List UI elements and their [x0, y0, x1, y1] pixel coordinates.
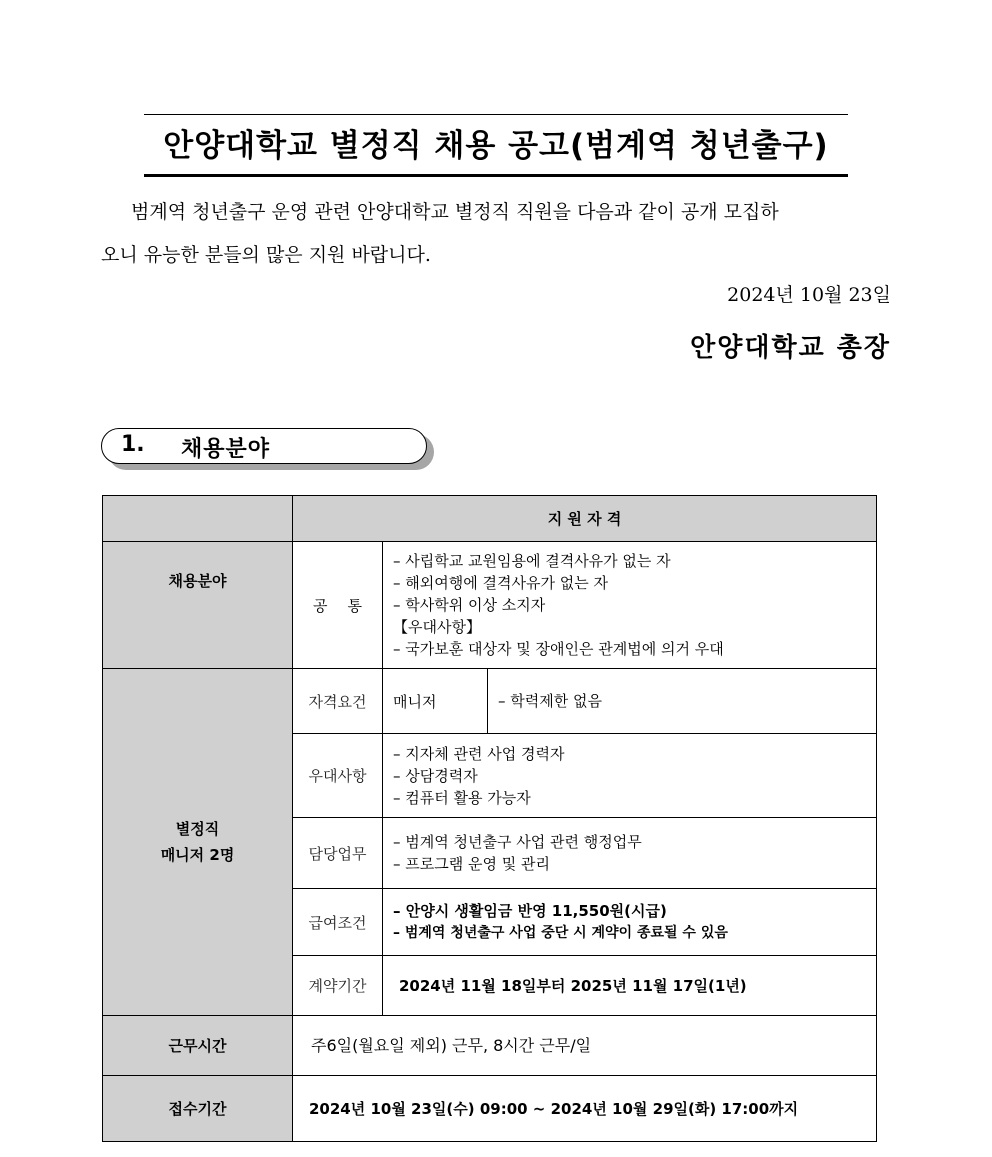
duty-list: [383, 818, 877, 889]
list-item: – 컴퓨터 활용 가능자: [393, 788, 531, 807]
list-item: – 학사학위 이상 소지자: [393, 596, 546, 614]
work-hours-value: 주6일(월요일 제외) 근무, 8시간 근무/일: [293, 1016, 877, 1076]
pay-label: 급여조건: [293, 889, 383, 956]
requirement-value: – 학력제한 없음: [488, 669, 877, 734]
list-item: – 해외여행에 결격사유가 없는 자: [393, 574, 608, 592]
common-label: [293, 542, 383, 669]
list-item: 【우대사항】: [393, 618, 481, 636]
list-item: – 범계역 청년출구 사업 중단 시 계약이 종료될 수 있음: [393, 925, 728, 941]
requirement-label: 자격요건: [293, 669, 383, 734]
list-item: – 범계역 청년출구 사업 관련 행정업무: [393, 833, 642, 851]
corner-cell: [103, 496, 293, 542]
pay-list: [383, 889, 877, 956]
common-label-a: 공: [313, 596, 328, 615]
preference-label: 우대사항: [293, 734, 383, 818]
position-count: 매니저 2명: [160, 846, 235, 864]
title-top-rule: [144, 114, 848, 115]
term-label: 계약기간: [293, 956, 383, 1016]
intro-line-1: [101, 191, 891, 234]
list-item: – 안양시 생활임금 반영 11,550원(시급): [393, 902, 667, 920]
preference-list: [383, 734, 877, 818]
section-title: 채용분야: [181, 437, 271, 462]
term-value: 2024년 11월 18일부터 2025년 11월 17일(1년): [383, 956, 877, 1016]
duty-label: 담당업무: [293, 818, 383, 889]
intro-line-1-text: 범계역 청년출구 운영 관련 안양대학교 별정직 직원을 다음과 같이 공개 모집하: [131, 201, 779, 223]
intro-paragraph: [101, 191, 891, 277]
recruitment-table: [102, 495, 877, 1142]
position-cell: [103, 669, 293, 1016]
application-period-row: [103, 1076, 877, 1142]
field-header: 채용분야: [103, 542, 293, 669]
list-item: – 국가보훈 대상자 및 장애인은 관계법에 의거 우대: [393, 640, 724, 658]
list-item: – 상담경력자: [393, 766, 478, 785]
section-number: 1.: [121, 432, 145, 457]
common-qualification-row: [103, 542, 877, 669]
intro-line-2: 오니 유능한 분들의 많은 지원 바랍니다.: [101, 244, 431, 266]
list-item: – 지자체 관련 사업 경력자: [393, 744, 565, 763]
requirement-row: [103, 669, 877, 734]
table-header-row: [103, 496, 877, 542]
application-period-label: 접수기간: [103, 1076, 293, 1142]
announcement-date: 2024년 10월 23일: [727, 284, 891, 306]
common-label-b: 통: [347, 596, 362, 615]
common-qualification-list: [383, 542, 877, 669]
work-hours-row: [103, 1016, 877, 1076]
signer: 안양대학교 총장: [690, 333, 891, 363]
work-hours-label: 근무시간: [103, 1016, 293, 1076]
title-bottom-rule: [144, 174, 848, 177]
page-title: 안양대학교 별정직 채용 공고(범계역 청년출구): [163, 128, 829, 164]
list-item: – 프로그램 운영 및 관리: [393, 855, 550, 873]
requirement-role: 매니저: [383, 669, 488, 734]
position-name: 별정직: [175, 820, 220, 838]
qualification-header: 지 원 자 격: [293, 496, 877, 542]
list-item: – 사립학교 교원임용에 결격사유가 없는 자: [393, 552, 671, 570]
application-period-value: 2024년 10월 23일(수) 09:00 ~ 2024년 10월 29일(화) 17:00까지: [293, 1076, 877, 1142]
